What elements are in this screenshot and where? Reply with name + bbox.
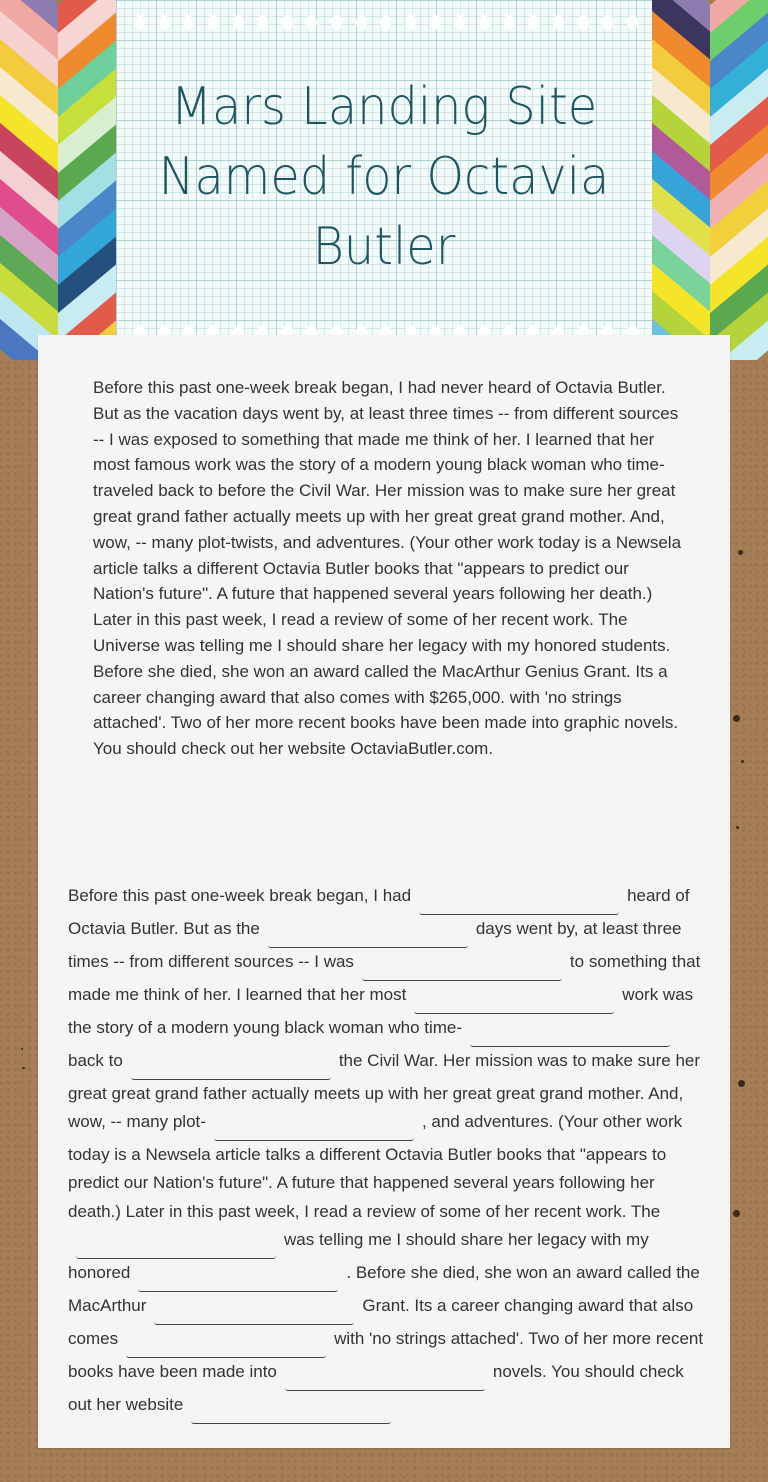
blank-input-12[interactable] [285,1371,485,1391]
speck [22,1067,25,1069]
cloze-text: heard of Octavia Butler. But as the [68,886,690,938]
speck [738,550,743,555]
punched-holes-top [128,15,644,31]
cloze-text: Grant. Its a career changing award that also comes [68,1295,694,1348]
blank-input-8[interactable] [76,1239,276,1259]
speck [738,1080,745,1087]
blank-input-4[interactable] [414,994,614,1014]
chevron-pattern-right [652,0,768,360]
cloze-text: back to [68,1051,123,1070]
speck [741,760,744,763]
speck [733,1210,740,1217]
blank-input-6[interactable] [131,1060,331,1080]
blank-input-3[interactable] [362,961,562,981]
blank-input-5[interactable] [470,1027,670,1047]
fill-in-the-blank-exercise [68,882,708,1424]
blank-input-10[interactable] [154,1305,354,1325]
blank-input-7[interactable] [214,1121,414,1141]
cloze-text: with 'no strings attached'. Two of her more recent books have been made into [68,1328,704,1381]
blank-input-1[interactable] [419,895,619,915]
cloze-text: was telling me I should share her legacy with my honored [68,1229,649,1282]
cloze-text: novels. You should check out her website [68,1361,684,1414]
header-banner [0,0,768,360]
cloze-text: , and adventures. (Your other work today is a Newsela article talks a different Octavia Butler books that "appears to predict our Nation's future". A future that happened several years following her death.) Later in this past week, I read a review of some of her recent work. The [68,1112,683,1221]
cloze-text: work was the story of a modern young black woman who time- [68,985,694,1037]
content-card [38,335,730,1448]
cloze-text: . Before she died, she won an award called the MacArthur [68,1262,700,1315]
speck [736,826,739,829]
speck [21,1048,23,1050]
article-paragraph: Before this past one-week break began, I had never heard of Octavia Butler. But as the vacation days went by, at least three times -- from different sources -- I was exposed to something that made me think of her. I learned that her most famous work was the story of a modern young black woman who time-traveled back to before the Civil War. Her mission was to make sure her great great grand father actually meets up with her great great grand mother. And, wow, -- many plot-twists, and adventures. (Your other work today is a Newsela article talks a different Octavia Butler books that "appears to predict our Nation's future". A future that happened several years following her death.) Later in this past week, I read a review of some of her recent work. The Universe was telling me I should share her legacy with my honored students. Before she died, she won an award called the MacArthur Genius Grant. Its a career changing award that also comes with $265,000. with 'no strings attached'. Two of her more recent books have been made into graphic novels. You should check out her website OctaviaButler.com. [93,378,682,759]
cloze-text: to something that made me think of her. I learned that her most [68,952,701,1004]
blank-input-9[interactable] [138,1272,338,1292]
cloze-text: days went by, at least three times -- from different sources -- I was [68,919,682,971]
cloze-text: Before this past one-week break began, I had [68,886,412,905]
speck [733,715,740,722]
page-title: Mars Landing Site Named for Octavia Butler [158,77,610,277]
blank-input-2[interactable] [268,928,468,948]
chevron-pattern-left [0,0,116,360]
blank-input-13[interactable] [191,1404,391,1424]
cloze-text: the Civil War. Her mission was to make sure her great great grand father actually meets up with her great great grand mother. And, wow, -- many plot- [68,1051,701,1132]
blank-input-11[interactable] [126,1338,326,1358]
